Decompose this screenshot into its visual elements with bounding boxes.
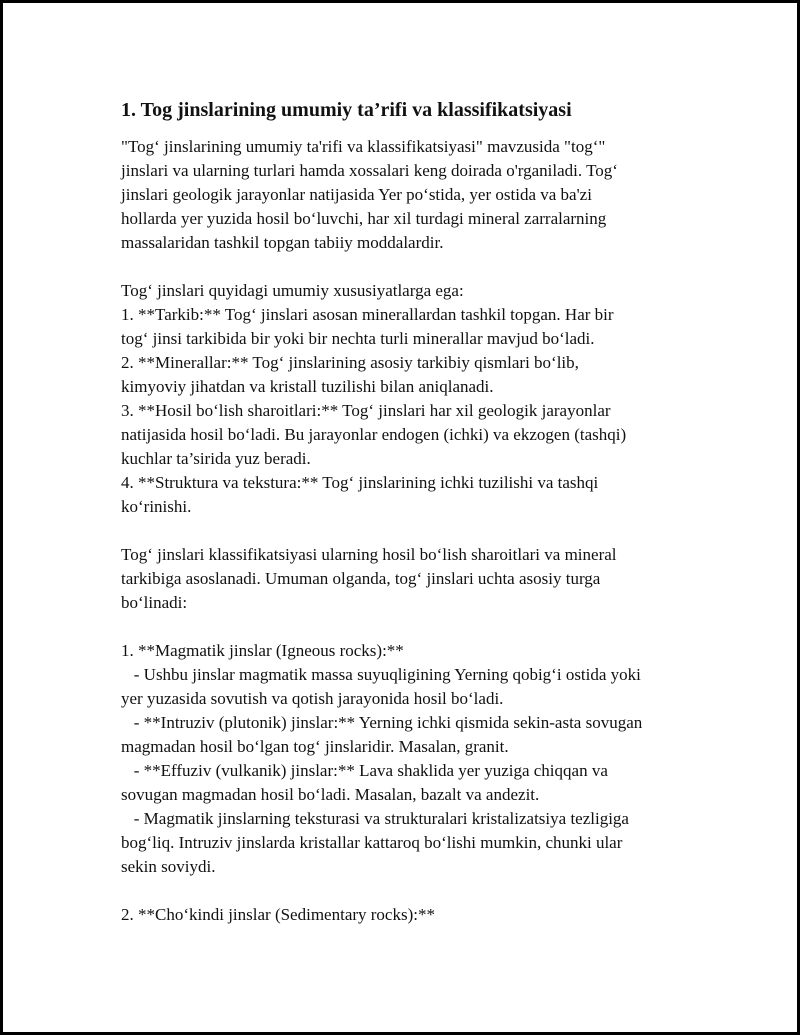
blank-line — [121, 615, 721, 639]
body-text-line: massalaridan tashkil topgan tabiiy moddalardir. — [121, 233, 444, 252]
body-text-line: natijasida hosil bo‘ladi. Bu jarayonlar endogen (ichki) va ekzogen (tashqi) — [121, 425, 627, 444]
body-text-line: 3. **Hosil bo‘lish sharoitlari:** Tog‘ jinslari har xil geologik jarayonlar — [121, 401, 611, 420]
body-text-line: - **Effuziv (vulkanik) jinslar:** Lava shaklida yer yuziga chiqqan va — [121, 761, 608, 780]
body-text-line: jinslari va ularning turlari hamda xossalari keng doirada o'rganiladi. Tog‘ — [121, 161, 618, 180]
body-text-line: yer yuzasida sovutish va qotish jarayonida hosil bo‘ladi. — [121, 689, 504, 708]
document-body — [121, 135, 721, 927]
body-text-line: "Tog‘ jinslarining umumiy ta'rifi va klassifikatsiyasi" mavzusida "tog‘" — [121, 137, 606, 156]
body-text-line: - Ushbu jinslar magmatik massa suyuqligining Yerning qobig‘i ostida yoki — [121, 665, 641, 684]
body-text-line: 2. **Cho‘kindi jinslar (Sedimentary rocks):** — [121, 905, 435, 924]
body-text-line: 2. **Minerallar:** Tog‘ jinslarining asosiy tarkibiy qismlari bo‘lib, — [121, 353, 579, 372]
blank-line — [121, 519, 721, 543]
body-text-line: bo‘linadi: — [121, 593, 188, 612]
body-text-line: - **Intruziv (plutonik) jinslar:** Yerning ichki qismida sekin-asta sovugan — [121, 713, 643, 732]
body-text-line: Tog‘ jinslari klassifikatsiyasi ularning hosil bo‘lish sharoitlari va mineral — [121, 545, 617, 564]
document-content — [121, 98, 721, 927]
body-text-line: 4. **Struktura va tekstura:** Tog‘ jinslarining ichki tuzilishi va tashqi — [121, 473, 599, 492]
body-text-line: jinslari geologik jarayonlar natijasida Yer po‘stida, yer ostida va ba'zi — [121, 185, 592, 204]
blank-line — [121, 879, 721, 903]
body-text-line: kuchlar ta’sirida yuz beradi. — [121, 449, 311, 468]
document-title: 1. Tog jinslarining umumiy ta’rifi va klassifikatsiyasi — [121, 99, 572, 121]
body-text-line: ko‘rinishi. — [121, 497, 192, 516]
body-text-line: sovugan magmadan hosil bo‘ladi. Masalan, bazalt va andezit. — [121, 785, 540, 804]
body-text-line: bog‘liq. Intruziv jinslarda kristallar kattaroq bo‘lishi mumkin, chunki ular — [121, 833, 623, 852]
body-text-line: tog‘ jinsi tarkibida bir yoki bir nechta turli minerallar mavjud bo‘ladi. — [121, 329, 595, 348]
body-text-line: 1. **Tarkib:** Tog‘ jinslari asosan minerallardan tashkil topgan. Har bir — [121, 305, 614, 324]
body-text-line: magmadan hosil bo‘lgan tog‘ jinslaridir. Masalan, granit. — [121, 737, 509, 756]
body-text-line: sekin soviydi. — [121, 857, 216, 876]
body-text-line: Tog‘ jinslari quyidagi umumiy xususiyatlarga ega: — [121, 281, 464, 300]
body-text-line: kimyoviy jihatdan va kristall tuzilishi bilan aniqlanadi. — [121, 377, 494, 396]
body-text-line: hollarda yer yuzida hosil bo‘luvchi, har xil turdagi mineral zarralarning — [121, 209, 607, 228]
body-text-line: tarkibiga asoslanadi. Umuman olganda, tog‘ jinslari uchta asosiy turga — [121, 569, 601, 588]
body-text-line: - Magmatik jinslarning teksturasi va strukturalari kristalizatsiya tezligiga — [121, 809, 629, 828]
blank-line — [121, 255, 721, 279]
body-text-line: 1. **Magmatik jinslar (Igneous rocks):** — [121, 641, 404, 660]
